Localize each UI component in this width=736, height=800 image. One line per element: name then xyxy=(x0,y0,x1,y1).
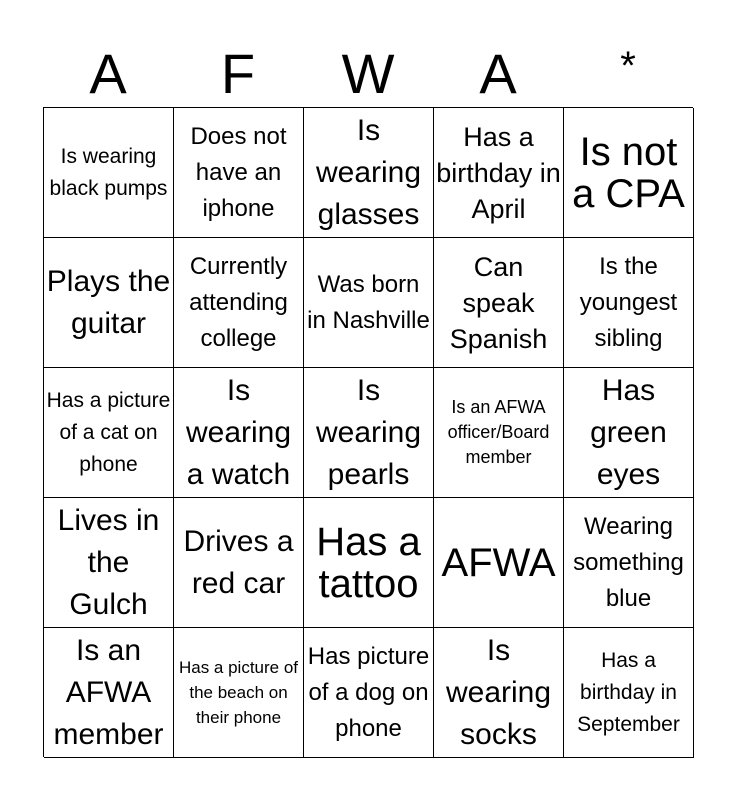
bingo-cell[interactable] xyxy=(174,628,304,758)
cell-text: Is wearing black pumps xyxy=(49,144,168,200)
cell-text: Has a picture of a cat on phone xyxy=(46,388,171,476)
bingo-cell[interactable] xyxy=(564,498,694,628)
bingo-board xyxy=(43,107,693,757)
bingo-cell[interactable] xyxy=(304,368,434,498)
bingo-cell[interactable] xyxy=(564,108,694,238)
cell-text: Currently attending college xyxy=(189,252,288,352)
cell-text: Has a birthday in September xyxy=(577,648,680,736)
cell-text: Is wearing a watch xyxy=(185,373,292,491)
cell-text: Is an AFWA member xyxy=(53,633,164,751)
cell-text: Has picture of a dog on phone xyxy=(307,642,430,742)
cell-text: Drives a red car xyxy=(183,524,294,600)
bingo-cell[interactable] xyxy=(174,238,304,368)
cell-text: Has a tattoo xyxy=(316,519,421,606)
bingo-cell[interactable] xyxy=(434,368,564,498)
bingo-cell[interactable] xyxy=(434,238,564,368)
header-star: * xyxy=(620,44,636,88)
cell-text: Does not have an iphone xyxy=(190,122,287,222)
bingo-cell[interactable] xyxy=(304,628,434,758)
cell-text: AFWA xyxy=(441,540,556,585)
cell-text: Is not a CPA xyxy=(572,129,685,216)
bingo-cell-free[interactable] xyxy=(434,498,564,628)
bingo-cell[interactable] xyxy=(44,498,174,628)
bingo-cell[interactable] xyxy=(44,368,174,498)
bingo-cell[interactable] xyxy=(174,108,304,238)
header-letter-a-second: A xyxy=(479,42,517,105)
bingo-cell[interactable] xyxy=(174,498,304,628)
cell-text: Is wearing pearls xyxy=(315,373,422,491)
cell-text: Can speak Spanish xyxy=(449,251,548,354)
cell-text: Has a birthday in April xyxy=(436,121,561,224)
bingo-cell[interactable] xyxy=(564,628,694,758)
bingo-cell[interactable] xyxy=(304,108,434,238)
cell-text: Has green eyes xyxy=(590,373,667,491)
cell-text: Is an AFWA officer/Board member xyxy=(447,397,550,467)
bingo-cell[interactable] xyxy=(564,238,694,368)
cell-text: Lives in the Gulch xyxy=(57,503,160,621)
bingo-cell[interactable] xyxy=(304,238,434,368)
cell-text: Plays the guitar xyxy=(46,264,171,340)
bingo-cell[interactable] xyxy=(564,368,694,498)
cell-text: Is wearing glasses xyxy=(315,113,422,231)
header-letter-f: F xyxy=(220,42,256,105)
cell-text: Was born in Nashville xyxy=(307,270,430,334)
bingo-cell[interactable] xyxy=(434,628,564,758)
bingo-cell[interactable] xyxy=(44,628,174,758)
cell-text: Has a picture of the beach on their phone xyxy=(178,658,299,727)
bingo-cell[interactable] xyxy=(44,238,174,368)
bingo-cell[interactable] xyxy=(174,368,304,498)
cell-text: Wearing something blue xyxy=(573,512,684,612)
bingo-cell[interactable] xyxy=(44,108,174,238)
cell-text: Is the youngest sibling xyxy=(579,252,678,352)
bingo-cell[interactable] xyxy=(434,108,564,238)
bingo-header xyxy=(43,40,693,108)
bingo-cell[interactable] xyxy=(304,498,434,628)
cell-text: Is wearing socks xyxy=(445,633,552,751)
header-letter-w: W xyxy=(341,42,395,105)
header-letter-a: A xyxy=(89,42,127,105)
